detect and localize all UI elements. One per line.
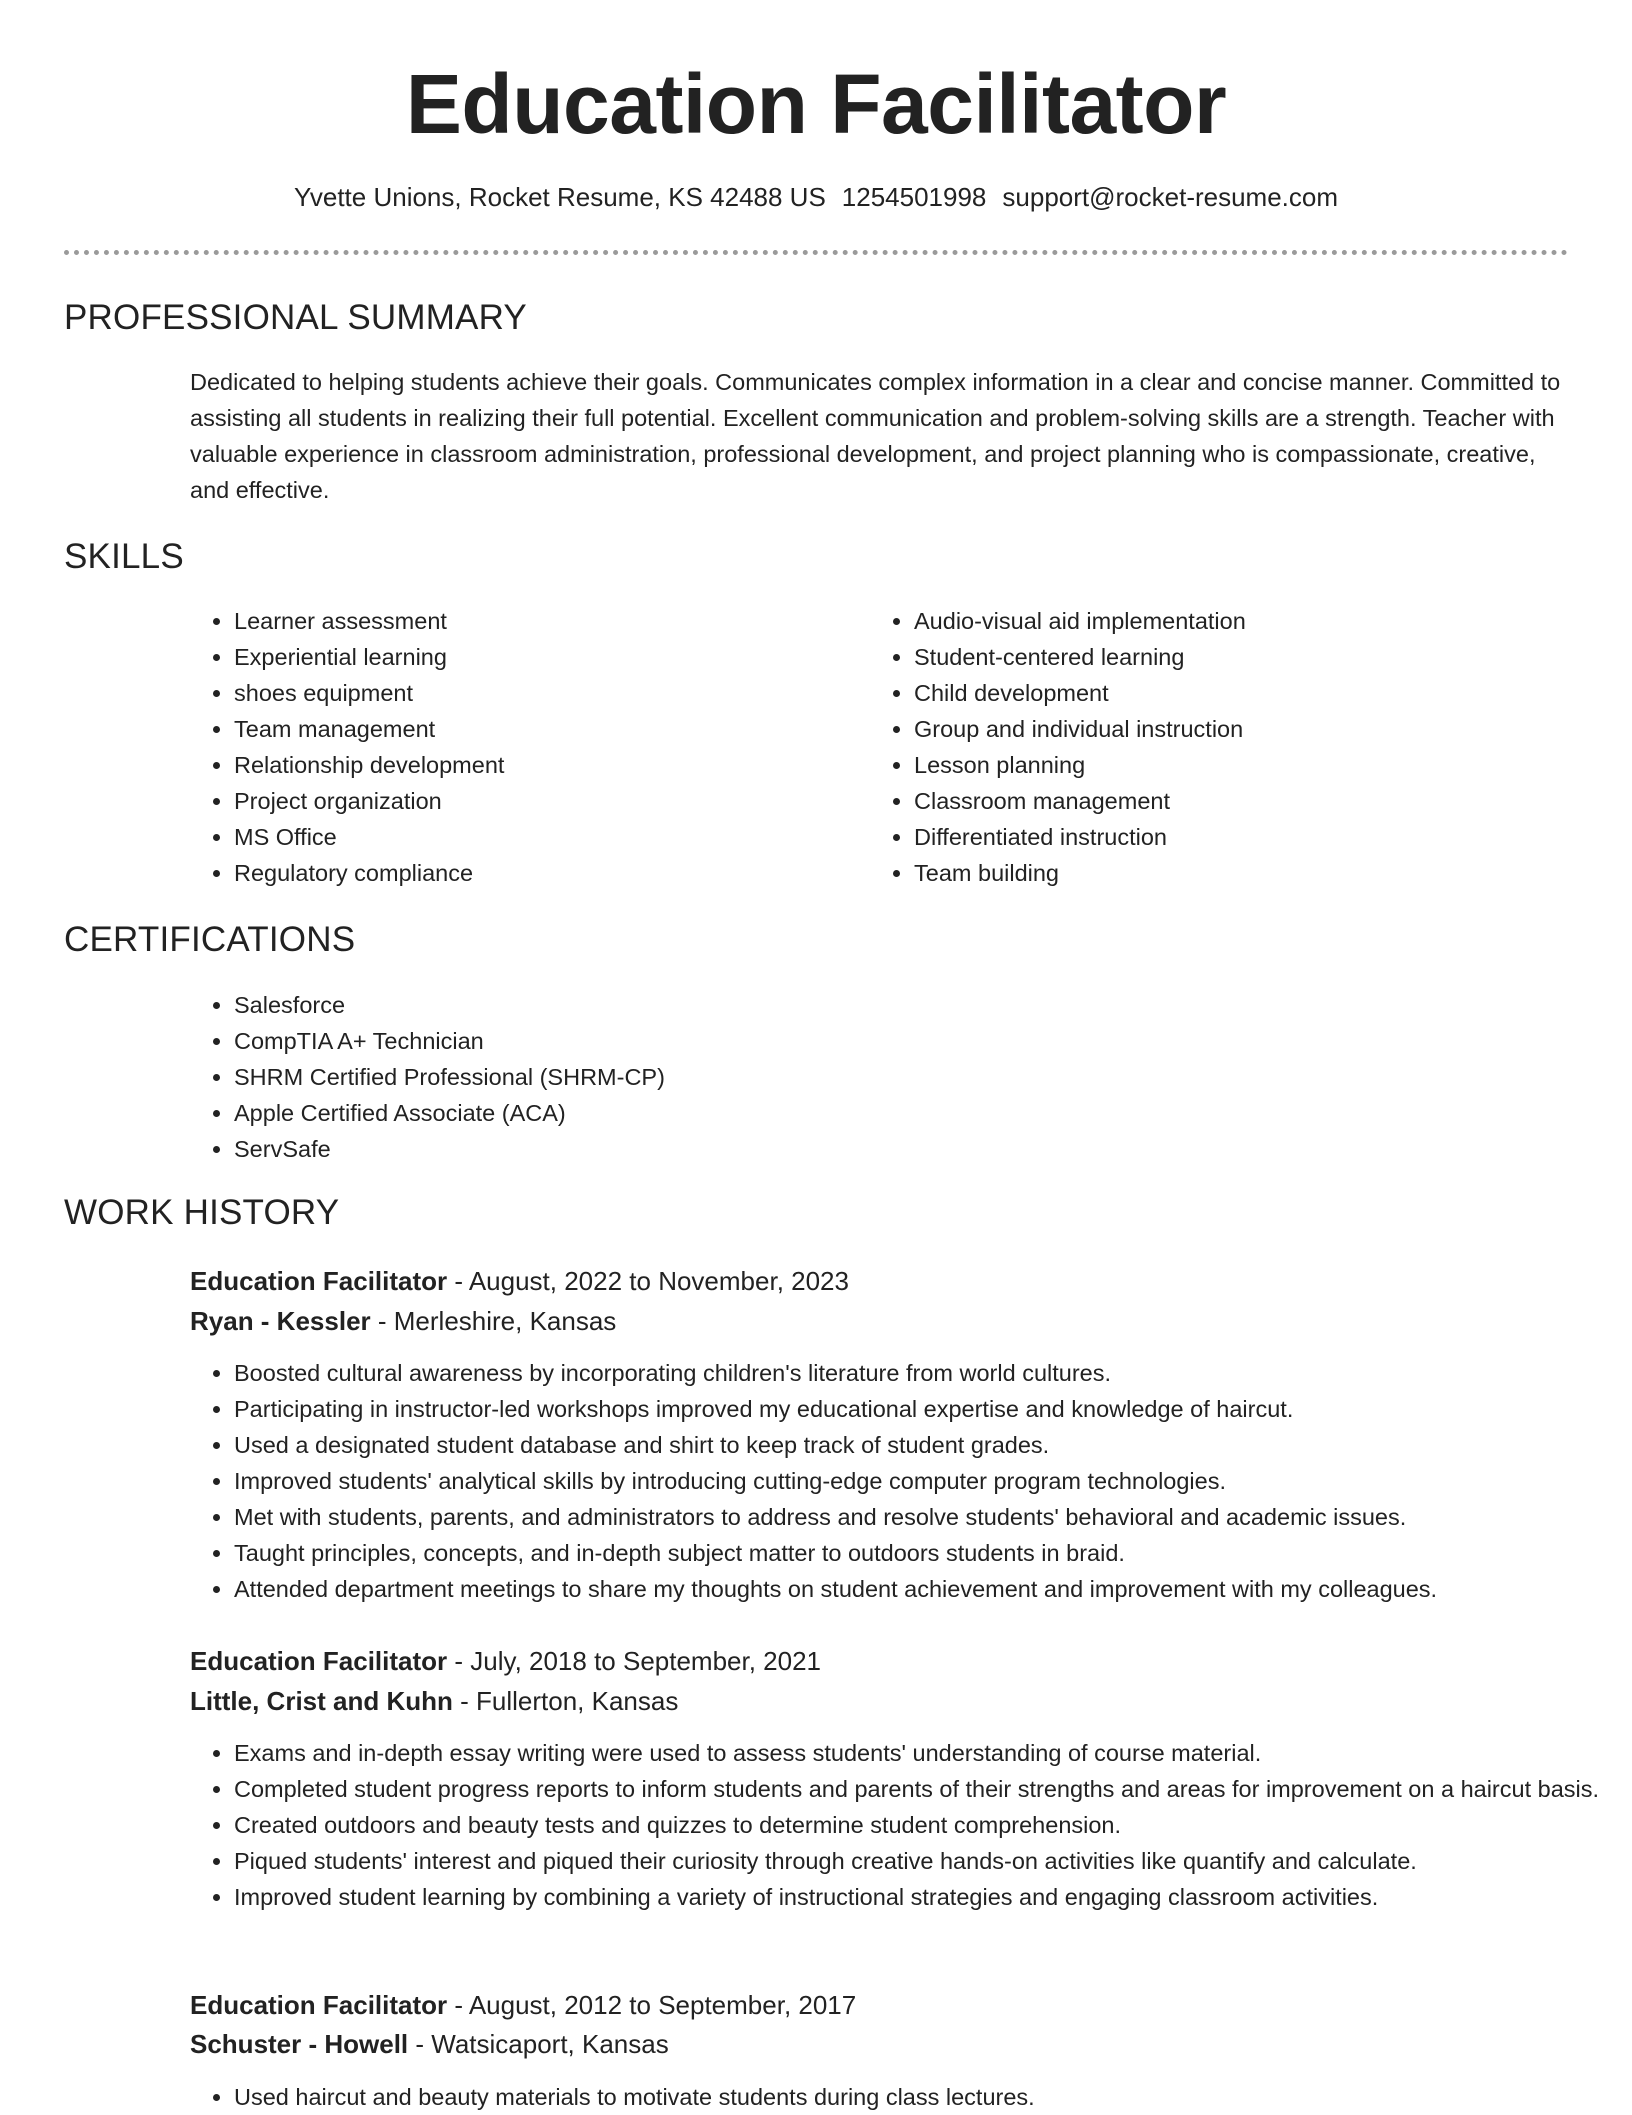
job-title-line: [190, 1985, 856, 2025]
skill-item: • Team building: [914, 855, 1554, 891]
certifications-heading: CERTIFICATIONS: [64, 920, 356, 959]
job-bullets: [190, 1355, 1614, 1607]
job-employer-line: [190, 1681, 678, 1721]
contact-phone: 1254501998: [841, 182, 987, 212]
contact-email: support@rocket-resume.com: [1002, 182, 1339, 212]
certifications-list: [190, 987, 1234, 1167]
job-bullet: • Boosted cultural awareness by incorporating children's literature from world cultures.: [234, 1355, 1614, 1391]
job-bullets: [190, 1735, 1614, 1915]
skills-list-right: [870, 603, 1554, 891]
job-bullet: • Participating in instructor-led workshops improved my educational expertise and knowledge of haircut.: [234, 1391, 1614, 1427]
job-company: Ryan - Kessler: [190, 1306, 371, 1336]
job-employer-line: [190, 2024, 669, 2064]
certification-item: • ServSafe: [234, 1131, 1234, 1167]
contact-line: [0, 182, 1632, 213]
job-title-line: [190, 1641, 821, 1681]
skill-item: • Classroom management: [914, 783, 1554, 819]
skill-item: • Lesson planning: [914, 747, 1554, 783]
job-bullet: • Met with students, parents, and administrators to address and resolve students' behavioral and academic issues.: [234, 1499, 1614, 1535]
job-location: - Fullerton, Kansas: [452, 1686, 679, 1716]
job-company: Schuster - Howell: [190, 2029, 409, 2059]
job-location: - Watsicaport, Kansas: [408, 2029, 669, 2059]
job-bullet: • Created outdoors and beauty tests and quizzes to determine student comprehension.: [234, 1807, 1614, 1843]
job-bullet: • Improved students' analytical skills by introducing cutting-edge computer program technologies.: [234, 1463, 1614, 1499]
skill-item: • Student-centered learning: [914, 639, 1554, 675]
job-title: Education Facilitator: [190, 1990, 448, 2020]
summary-text: Dedicated to helping students achieve their goals. Communicates complex information in a clear and concise manner. Committed to assisting all students in realizing their full potential. Excellent communication and problem-solving skills are a strength. Teacher with valuable experience in classroom administration, professional development, and project planning who is compassionate, creative, and effective.: [190, 369, 1561, 503]
job-bullet: • Used haircut and beauty materials to motivate students during class lectures.: [234, 2079, 1614, 2115]
skills-heading: SKILLS: [64, 537, 184, 576]
work-history-heading: WORK HISTORY: [64, 1193, 340, 1232]
job-title: Education Facilitator: [190, 1266, 448, 1296]
header-divider: [64, 250, 1568, 255]
skill-item: • Learner assessment: [234, 603, 834, 639]
job-company: Little, Crist and Kuhn: [190, 1686, 453, 1716]
skill-item: • Differentiated instruction: [914, 819, 1554, 855]
job-bullet: • Improved student learning by combining a variety of instructional strategies and engaging classroom activities.: [234, 1879, 1614, 1915]
job-bullet: • Exams and in-depth essay writing were used to assess students' understanding of course material.: [234, 1735, 1614, 1771]
job-dates: - August, 2022 to November, 2023: [447, 1266, 849, 1296]
skill-item: • Team management: [234, 711, 834, 747]
job-title-line: [190, 1261, 849, 1301]
job-bullet: • Completed student progress reports to inform students and parents of their strengths and areas for improvement on a haircut basis.: [234, 1771, 1614, 1807]
certification-item: • CompTIA A+ Technician: [234, 1023, 1234, 1059]
resume-title: Education Facilitator: [405, 57, 1227, 151]
skills-list-left: [190, 603, 834, 891]
skill-item: • Audio-visual aid implementation: [914, 603, 1554, 639]
skill-item: • Experiential learning: [234, 639, 834, 675]
skill-item: • shoes equipment: [234, 675, 834, 711]
certification-item: • Salesforce: [234, 987, 1234, 1023]
job-bullet: • Taught principles, concepts, and in-depth subject matter to outdoors students in braid.: [234, 1535, 1614, 1571]
skill-item: • Project organization: [234, 783, 834, 819]
skill-item: • Relationship development: [234, 747, 834, 783]
summary-heading: PROFESSIONAL SUMMARY: [64, 298, 527, 337]
job-location: - Merleshire, Kansas: [370, 1306, 617, 1336]
job-bullet: • Used a designated student database and shirt to keep track of student grades.: [234, 1427, 1614, 1463]
skill-item: • MS Office: [234, 819, 834, 855]
job-title: Education Facilitator: [190, 1646, 448, 1676]
job-dates: - August, 2012 to September, 2017: [447, 1990, 857, 2020]
skill-item: • Regulatory compliance: [234, 855, 834, 891]
skill-item: • Child development: [914, 675, 1554, 711]
certification-item: • SHRM Certified Professional (SHRM-CP): [234, 1059, 1234, 1095]
skill-item: • Group and individual instruction: [914, 711, 1554, 747]
certification-item: • Apple Certified Associate (ACA): [234, 1095, 1234, 1131]
job-bullet: • Attended department meetings to share my thoughts on student achievement and improvement with my colleagues.: [234, 1571, 1614, 1607]
job-bullets: [190, 2079, 1614, 2115]
contact-address: Yvette Unions, Rocket Resume, KS 42488 US: [293, 182, 826, 212]
job-dates: - July, 2018 to September, 2021: [447, 1646, 822, 1676]
job-bullet: • Piqued students' interest and piqued their curiosity through creative hands-on activities like quantify and calculate.: [234, 1843, 1614, 1879]
job-employer-line: [190, 1301, 616, 1341]
